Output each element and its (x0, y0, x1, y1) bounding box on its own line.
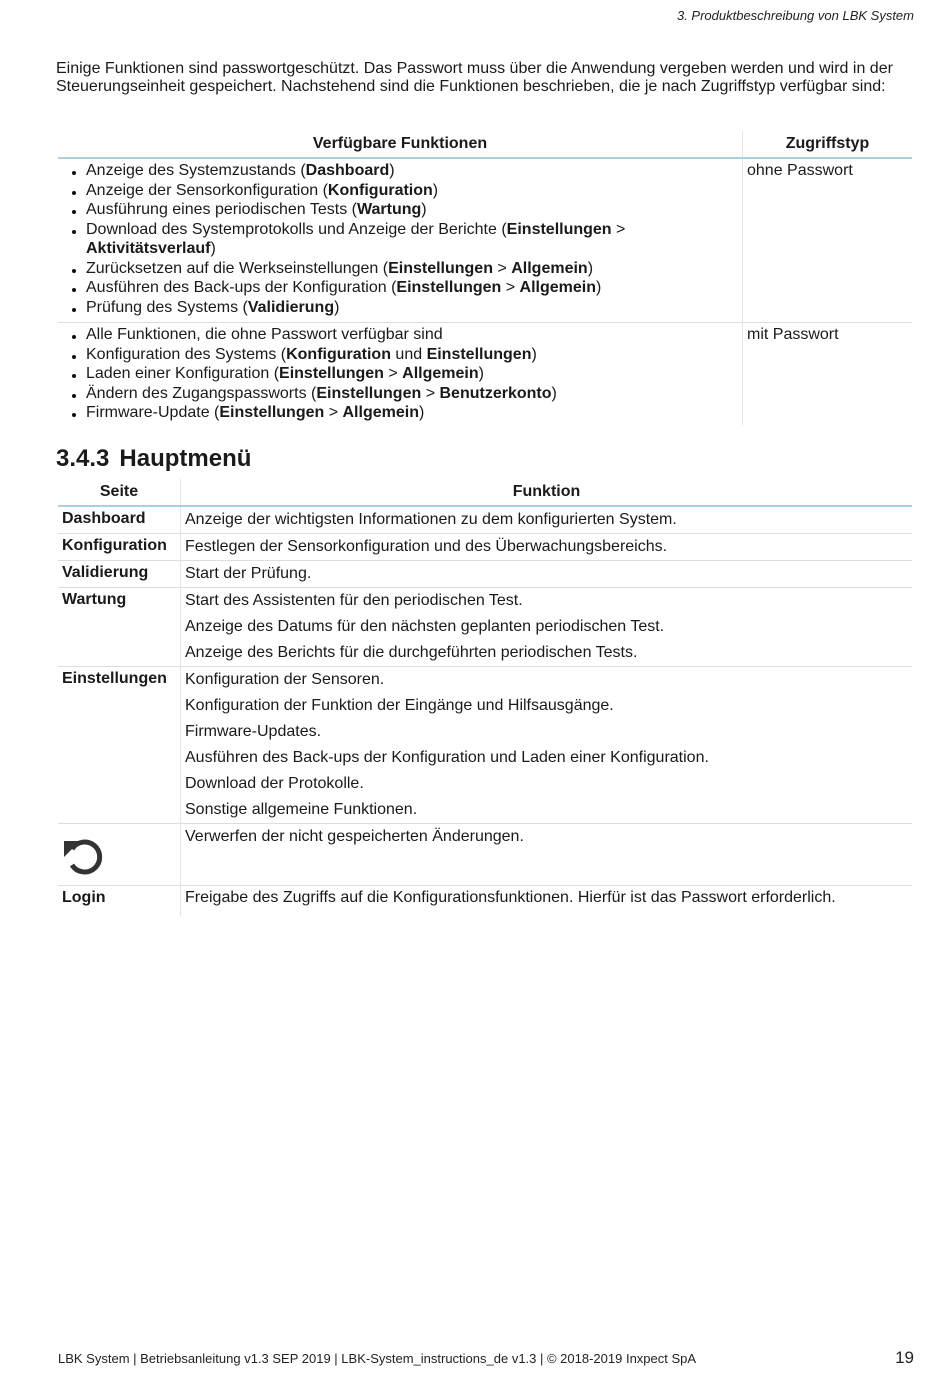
menu-row-validierung (58, 561, 912, 588)
function-list (62, 161, 738, 317)
function-cell (181, 561, 913, 588)
function-list-cell (58, 323, 743, 425)
page-name: Validierung (58, 561, 181, 588)
function-cell (181, 824, 913, 886)
header-functions: Verfügbare Funktionen (58, 131, 743, 158)
page-footer (58, 1348, 914, 1368)
function-list-item: Ändern des Zugangspassworts (Einstellungen > Benutzerkonto) (62, 384, 738, 404)
intro-paragraph: Einige Funktionen sind passwortgeschützt. Das Passwort muss über die Anwendung vergeben werden und wird in der Steuerungseinheit gespeichert. Nachstehend sind die Funktionen beschrieben, die je nach Zugriffstyp verfügbar sind: (56, 60, 893, 95)
function-list-item: Ausführen des Back-ups der Konfiguration (Einstellungen > Allgemein) (62, 278, 738, 298)
page-icon-cell (58, 824, 181, 886)
function-line: Festlegen der Sensorkonfiguration und des Überwachungsbereichs. (185, 538, 668, 555)
access-table (58, 131, 912, 425)
menu-row-konfiguration (58, 534, 912, 561)
page-number: 19 (895, 1348, 914, 1367)
function-cell (181, 588, 913, 667)
function-list-item: Prüfung des Systems (Validierung) (62, 298, 738, 318)
function-list-cell (58, 158, 743, 323)
menu-row-login (58, 886, 912, 917)
undo-icon (62, 835, 106, 879)
function-line: Download der Protokolle. (185, 775, 364, 792)
function-cell (181, 667, 913, 824)
function-line: Start der Prüfung. (185, 565, 312, 582)
menu-table-header (58, 479, 912, 506)
function-line: Konfiguration der Funktion der Eingänge und Hilfsausgänge. (185, 697, 614, 714)
page-name: Wartung (58, 588, 181, 667)
function-list-item: Ausführung eines periodischen Tests (Wartung) (62, 200, 738, 220)
menu-row-wartung (58, 588, 912, 667)
menu-table (58, 479, 912, 916)
function-list-item: Alle Funktionen, die ohne Passwort verfügbar sind (62, 325, 738, 345)
function-line: Firmware-Updates. (185, 723, 322, 740)
access-type: ohne Passwort (747, 162, 853, 179)
access-type: mit Passwort (747, 326, 839, 343)
header-access-type: Zugriffstyp (785, 135, 870, 152)
menu-row-dashboard (58, 506, 912, 534)
function-line: Freigabe des Zugriffs auf die Konfigurationsfunktionen. Hierfür ist das Passwort erforderlich. (185, 889, 836, 906)
access-row-no-password (58, 158, 912, 323)
function-list-item: Konfiguration des Systems (Konfiguration und Einstellungen) (62, 345, 738, 365)
function-cell (181, 506, 913, 534)
section-number: 3.4.3 (56, 445, 110, 472)
section-title: Hauptmenü (119, 445, 252, 472)
access-table-header (58, 131, 912, 158)
function-line: Anzeige der wichtigsten Informationen zu dem konfigurierten System. (185, 511, 677, 528)
function-line: Start des Assistenten für den periodischen Test. (185, 592, 523, 609)
function-line: Verwerfen der nicht gespeicherten Änderungen. (185, 828, 524, 845)
function-cell (181, 886, 913, 917)
header-function: Funktion (512, 483, 581, 500)
page-name: Einstellungen (58, 667, 181, 824)
function-list-item: Anzeige des Systemzustands (Dashboard) (62, 161, 738, 181)
menu-row-einstellungen (58, 667, 912, 824)
running-head: 3. Produktbeschreibung von LBK System (676, 8, 914, 23)
access-row-with-password (58, 323, 912, 425)
function-line: Konfiguration der Sensoren. (185, 671, 385, 688)
footer-text: LBK System | Betriebsanleitung v1.3 SEP 2019 | LBK-System_instructions_de v1.3 | © 2018-2019 Inxpect SpA (58, 1351, 697, 1366)
menu-row-undo (58, 824, 912, 886)
function-cell (181, 534, 913, 561)
function-line: Anzeige des Berichts für die durchgeführten periodischen Tests. (185, 644, 638, 661)
page-name: Login (58, 886, 181, 917)
function-list-item: Laden einer Konfiguration (Einstellungen > Allgemein) (62, 364, 738, 384)
function-list-item: Anzeige der Sensorkonfiguration (Konfiguration) (62, 181, 738, 201)
function-list-item: Download des Systemprotokolls und Anzeige der Berichte (Einstellungen > Aktivitätsverlauf) (62, 220, 738, 259)
header-page: Seite (58, 479, 181, 506)
function-line: Sonstige allgemeine Funktionen. (185, 801, 418, 818)
function-list (62, 325, 738, 423)
section-heading (56, 444, 251, 474)
page-name: Dashboard (58, 506, 181, 534)
function-line: Ausführen des Back-ups der Konfiguration und Laden einer Konfiguration. (185, 749, 709, 766)
function-list-item: Firmware-Update (Einstellungen > Allgemein) (62, 403, 738, 423)
function-line: Anzeige des Datums für den nächsten geplanten periodischen Test. (185, 618, 665, 635)
function-list-item: Zurücksetzen auf die Werkseinstellungen (Einstellungen > Allgemein) (62, 259, 738, 279)
page-name: Konfiguration (58, 534, 181, 561)
